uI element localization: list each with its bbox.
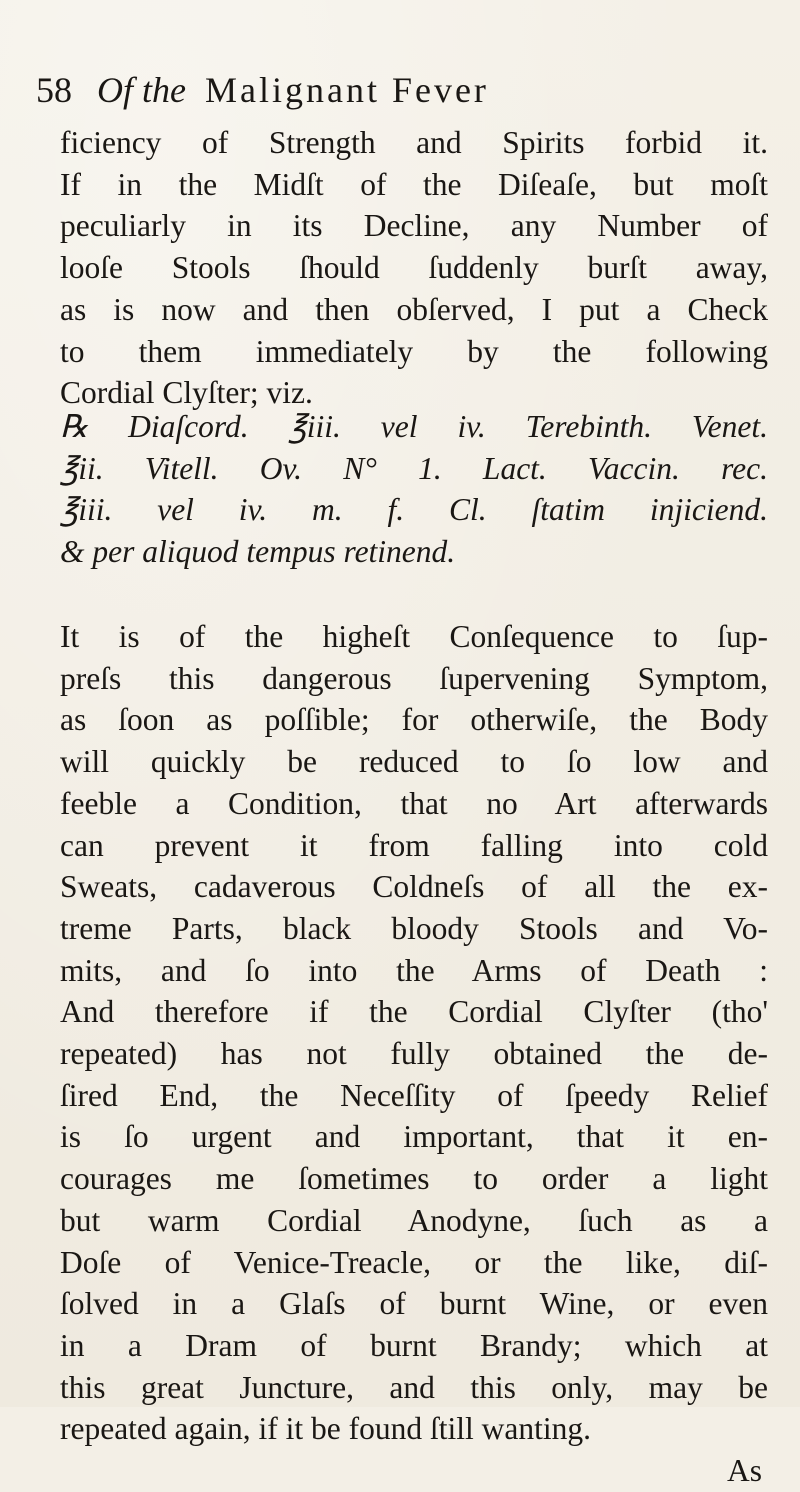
text-line: this great Juncture, and this only, may be <box>60 1369 768 1405</box>
text-line: to them immediately by the following <box>60 333 768 369</box>
text-line: ſolved in a Glaſs of burnt Wine, or even <box>60 1286 768 1322</box>
recipe-line: & per aliquod tempus retinend. <box>60 534 456 570</box>
text-line: preſs this dangerous ſupervening Symptom, <box>60 660 768 696</box>
catchword: As <box>726 1453 762 1488</box>
text-line: feeble a Condition, that no Art afterwards <box>60 785 768 821</box>
text-line: but warm Cordial Anodyne, ſuch as a <box>60 1202 768 1238</box>
text-line: repeated) has not fully obtained the de- <box>60 1036 768 1072</box>
recipe-line: ℞ Diaſcord. ℥iii. vel iv. Terebinth. Venet. <box>60 409 768 444</box>
text-line: peculiarly in its Decline, any Number of <box>60 208 768 244</box>
text-line: looſe Stools ſhould ſuddenly burſt away, <box>60 250 768 286</box>
main-paragraph <box>60 616 768 1450</box>
intro-paragraph <box>60 122 768 414</box>
text-line: If in the Midſt of the Diſeaſe, but moſt <box>60 166 768 202</box>
text-line: It is of the higheſt Conſequence to ſup- <box>60 619 768 654</box>
text-line: Sweats, cadaverous Coldneſs of all the ex- <box>60 869 768 905</box>
text-line: in a Dram of burnt Brandy; which at <box>60 1327 768 1363</box>
text-line: as ſoon as poſſible; for otherwiſe, the Body <box>60 702 768 738</box>
text-line: will quickly be reduced to ſo low and <box>60 744 768 780</box>
recipe-line: ℥ii. Vitell. Ov. N° 1. Lact. Vaccin. rec. <box>60 450 768 486</box>
text-line: treme Parts, black bloody Stools and Vo- <box>60 910 768 946</box>
text-line: ſired End, the Neceſſity of ſpeedy Relief <box>60 1077 768 1113</box>
text-line: Doſe of Venice-Treacle, or the like, diſ- <box>60 1244 768 1280</box>
text-line: repeated again, if it be found ſtill wanting. <box>60 1411 591 1447</box>
recipe-prescription <box>60 406 768 573</box>
text-line: ficiency of Strength and Spirits forbid it. <box>60 125 768 160</box>
header-title-italic: Of the <box>97 70 186 110</box>
text-line: can prevent it from falling into cold <box>60 827 768 863</box>
recipe-line: ℥iii. vel iv. m. f. Cl. ſtatim injiciend. <box>60 492 768 528</box>
page-number: 58 <box>36 70 72 110</box>
text-line: mits, and ſo into the Arms of Death : <box>60 952 768 988</box>
text-line: as is now and then obſerved, I put a Check <box>60 291 768 327</box>
text-line: is ſo urgent and important, that it en- <box>60 1119 768 1155</box>
text-line: courages me ſometimes to order a light <box>60 1161 768 1197</box>
text-line: And therefore if the Cordial Clyſter (tho' <box>60 994 768 1030</box>
running-header <box>36 66 736 114</box>
header-title-caps: Malignant Fever <box>204 70 489 110</box>
text-line: Cordial Clyſter; viz. <box>60 375 313 411</box>
